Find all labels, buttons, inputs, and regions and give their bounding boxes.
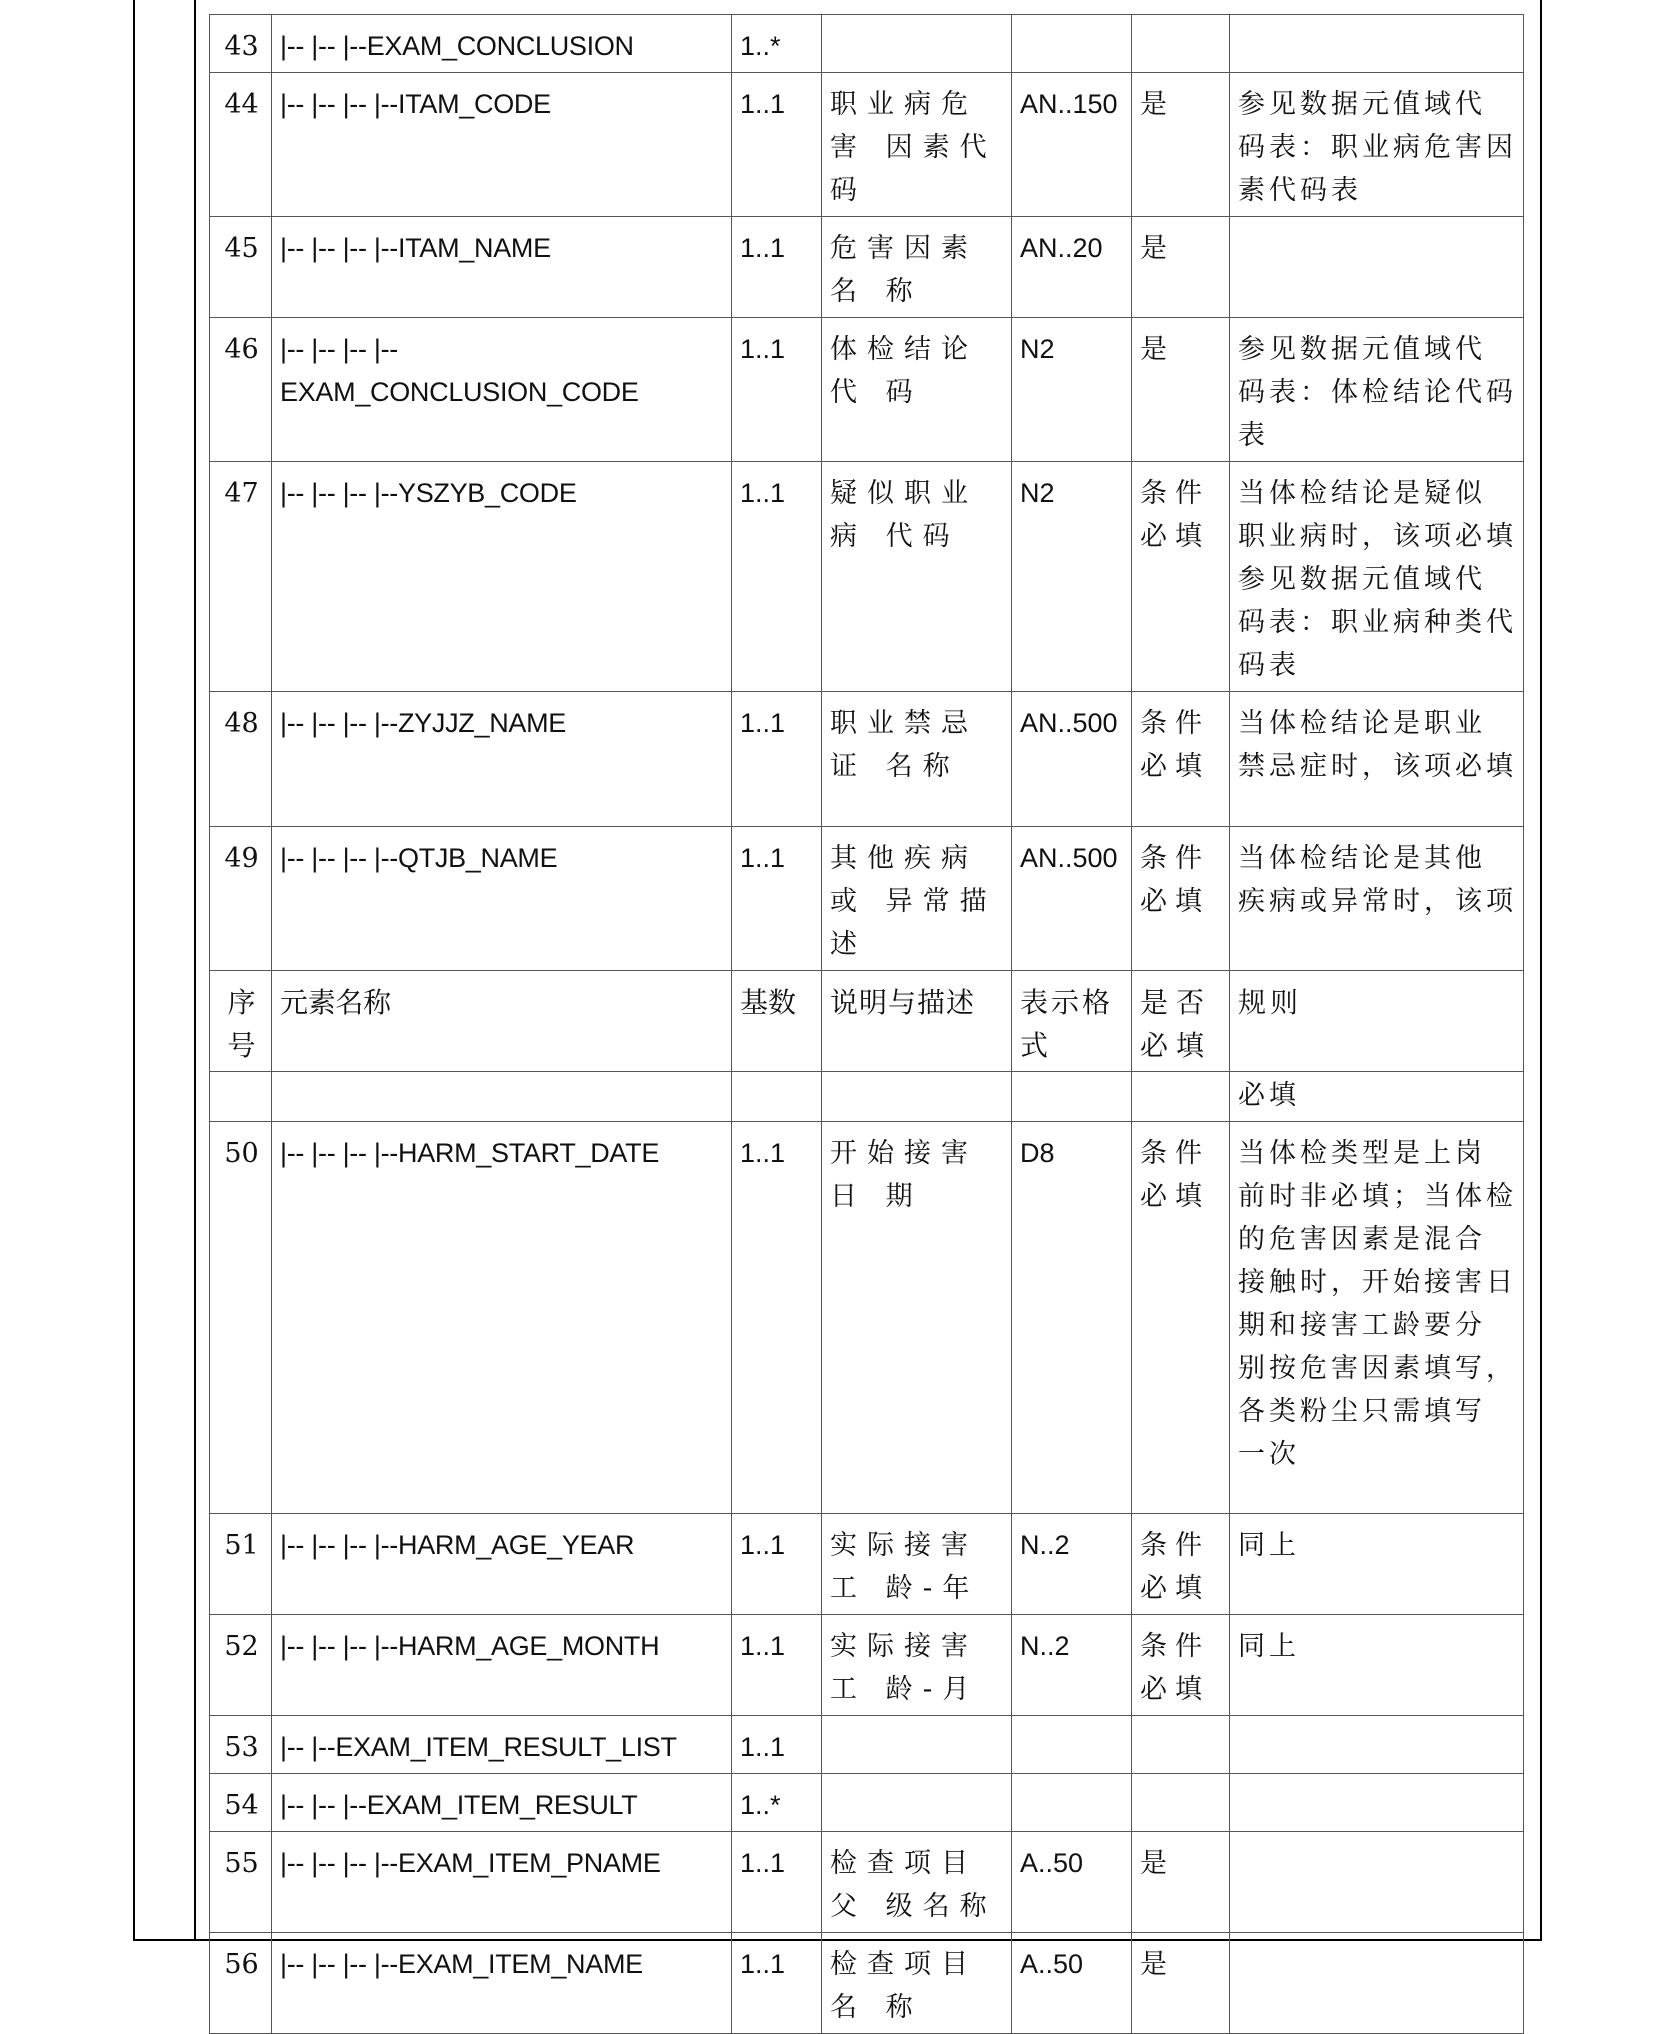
cardinality xyxy=(732,1072,822,1122)
rule xyxy=(1230,1774,1524,1832)
required: 条件必填 xyxy=(1132,1514,1230,1615)
table-row xyxy=(210,217,1524,318)
element-name: |-- |-- |-- |--HARM_AGE_MONTH xyxy=(272,1615,732,1716)
element-name: |-- |-- |-- |--HARM_START_DATE xyxy=(272,1122,732,1514)
description xyxy=(822,15,1012,73)
element-name: |-- |-- |-- |--QTJB_NAME xyxy=(272,827,732,971)
row-seq: 47 xyxy=(210,462,272,692)
header-description: 说明与描述 xyxy=(822,971,1012,1072)
description xyxy=(822,1774,1012,1832)
row-seq: 56 xyxy=(210,1933,272,2034)
rule xyxy=(1230,1933,1524,2034)
required: 条件必填 xyxy=(1132,827,1230,971)
cardinality: 1..1 xyxy=(732,1832,822,1933)
cardinality: 1..1 xyxy=(732,318,822,462)
row-seq: 44 xyxy=(210,73,272,217)
cardinality: 1..1 xyxy=(732,827,822,971)
rule: 当体检结论是职业 禁忌症时，该项必填 xyxy=(1230,692,1524,827)
format xyxy=(1012,1774,1132,1832)
format: A..50 xyxy=(1012,1933,1132,2034)
row-seq: 49 xyxy=(210,827,272,971)
description: 检查项目名 称 xyxy=(822,1933,1012,2034)
row-seq: 45 xyxy=(210,217,272,318)
format: N..2 xyxy=(1012,1615,1132,1716)
element-name: |-- |-- |--EXAM_CONCLUSION xyxy=(272,15,732,73)
required xyxy=(1132,1774,1230,1832)
element-name: |-- |-- |-- |--EXAM_ITEM_NAME xyxy=(272,1933,732,2034)
rule: 参见数据元值域代 码表：体检结论代码 表 xyxy=(1230,318,1524,462)
cardinality: 1..1 xyxy=(732,462,822,692)
rule: 参见数据元值域代 码表：职业病危害因 素代码表 xyxy=(1230,73,1524,217)
cardinality: 1..1 xyxy=(732,1716,822,1774)
required: 是 xyxy=(1132,1933,1230,2034)
table-row xyxy=(210,15,1524,73)
format: AN..500 xyxy=(1012,692,1132,827)
rule xyxy=(1230,217,1524,318)
table-row xyxy=(210,318,1524,462)
table-row xyxy=(210,1072,1524,1122)
required: 条件必填 xyxy=(1132,1615,1230,1716)
format xyxy=(1012,1072,1132,1122)
format xyxy=(1012,15,1132,73)
page-border-right xyxy=(1540,0,1542,1940)
rule: 必填 xyxy=(1230,1072,1524,1122)
table-header-row xyxy=(210,971,1524,1072)
table-row xyxy=(210,1716,1524,1774)
row-seq xyxy=(210,1072,272,1122)
header-required: 是否必填 xyxy=(1132,971,1230,1072)
table-row xyxy=(210,692,1524,827)
cardinality: 1..1 xyxy=(732,73,822,217)
format: N2 xyxy=(1012,318,1132,462)
element-name: |-- |-- |-- |--YSZYB_CODE xyxy=(272,462,732,692)
header-cardinality: 基数 xyxy=(732,971,822,1072)
table-row xyxy=(210,827,1524,971)
required: 是 xyxy=(1132,217,1230,318)
rule: 当体检结论是疑似 职业病时，该项必填 参见数据元值域代 码表：职业病种类代 码表 xyxy=(1230,462,1524,692)
header-name: 元素名称 xyxy=(272,971,732,1072)
header-rule: 规则 xyxy=(1230,971,1524,1072)
table-row xyxy=(210,1774,1524,1832)
element-name: |-- |-- |-- |--HARM_AGE_YEAR xyxy=(272,1514,732,1615)
description: 其他疾病或 异常描述 xyxy=(822,827,1012,971)
format: AN..500 xyxy=(1012,827,1132,971)
page-border-left-inner xyxy=(194,0,196,1940)
format: AN..20 xyxy=(1012,217,1132,318)
cardinality: 1..1 xyxy=(732,217,822,318)
description: 检查项目父 级名称 xyxy=(822,1832,1012,1933)
element-name: |-- |-- |-- |-- EXAM_CONCLUSION_CODE xyxy=(272,318,732,462)
page-border-left-outer xyxy=(133,0,135,1940)
element-name: |-- |--EXAM_ITEM_RESULT_LIST xyxy=(272,1716,732,1774)
rule: 同上 xyxy=(1230,1514,1524,1615)
required: 是 xyxy=(1132,73,1230,217)
required: 条件必填 xyxy=(1132,692,1230,827)
rule xyxy=(1230,15,1524,73)
row-seq: 53 xyxy=(210,1716,272,1774)
row-seq: 54 xyxy=(210,1774,272,1832)
description: 实际接害工 龄-年 xyxy=(822,1514,1012,1615)
table-row xyxy=(210,1122,1524,1514)
description: 职业禁忌证 名称 xyxy=(822,692,1012,827)
cardinality: 1..1 xyxy=(732,1122,822,1514)
description: 开始接害日 期 xyxy=(822,1122,1012,1514)
required: 条件必填 xyxy=(1132,1122,1230,1514)
format: AN..150 xyxy=(1012,73,1132,217)
description: 职业病危害 因素代码 xyxy=(822,73,1012,217)
rule xyxy=(1230,1716,1524,1774)
spec-table xyxy=(209,14,1524,2034)
table-row xyxy=(210,73,1524,217)
rule xyxy=(1230,1832,1524,1933)
cardinality: 1..* xyxy=(732,15,822,73)
table-row xyxy=(210,1933,1524,2034)
table-row xyxy=(210,1832,1524,1933)
required: 是 xyxy=(1132,1832,1230,1933)
cardinality: 1..* xyxy=(732,1774,822,1832)
header-seq: 序号 xyxy=(210,971,272,1072)
description: 体检结论代 码 xyxy=(822,318,1012,462)
rule: 同上 xyxy=(1230,1615,1524,1716)
description xyxy=(822,1072,1012,1122)
cardinality: 1..1 xyxy=(732,1933,822,2034)
required: 条件必填 xyxy=(1132,462,1230,692)
required: 是 xyxy=(1132,318,1230,462)
element-name xyxy=(272,1072,732,1122)
format: N..2 xyxy=(1012,1514,1132,1615)
cardinality: 1..1 xyxy=(732,692,822,827)
required xyxy=(1132,1072,1230,1122)
element-name: |-- |-- |-- |--ZYJJZ_NAME xyxy=(272,692,732,827)
format: A..50 xyxy=(1012,1832,1132,1933)
format: D8 xyxy=(1012,1122,1132,1514)
format xyxy=(1012,1716,1132,1774)
row-seq: 55 xyxy=(210,1832,272,1933)
row-seq: 46 xyxy=(210,318,272,462)
element-name: |-- |-- |-- |--ITAM_CODE xyxy=(272,73,732,217)
description: 危害因素名 称 xyxy=(822,217,1012,318)
required xyxy=(1132,15,1230,73)
description xyxy=(822,1716,1012,1774)
rule: 当体检结论是其他 疾病或异常时，该项 xyxy=(1230,827,1524,971)
row-seq: 50 xyxy=(210,1122,272,1514)
element-name: |-- |-- |-- |--EXAM_ITEM_PNAME xyxy=(272,1832,732,1933)
required xyxy=(1132,1716,1230,1774)
cardinality: 1..1 xyxy=(732,1514,822,1615)
rule: 当体检类型是上岗 前时非必填；当体检 的危害因素是混合 接触时，开始接害日 期和接害工龄要分 别按危害因素填写， 各类粉尘只需填写 一次 xyxy=(1230,1122,1524,1514)
element-name: |-- |-- |--EXAM_ITEM_RESULT xyxy=(272,1774,732,1832)
description: 实际接害工 龄-月 xyxy=(822,1615,1012,1716)
table-row xyxy=(210,1514,1524,1615)
row-seq: 48 xyxy=(210,692,272,827)
row-seq: 43 xyxy=(210,15,272,73)
cardinality: 1..1 xyxy=(732,1615,822,1716)
row-seq: 52 xyxy=(210,1615,272,1716)
table-row xyxy=(210,462,1524,692)
header-format: 表示格式 xyxy=(1012,971,1132,1072)
description: 疑似职业病 代码 xyxy=(822,462,1012,692)
row-seq: 51 xyxy=(210,1514,272,1615)
table-row xyxy=(210,1615,1524,1716)
format: N2 xyxy=(1012,462,1132,692)
element-name: |-- |-- |-- |--ITAM_NAME xyxy=(272,217,732,318)
